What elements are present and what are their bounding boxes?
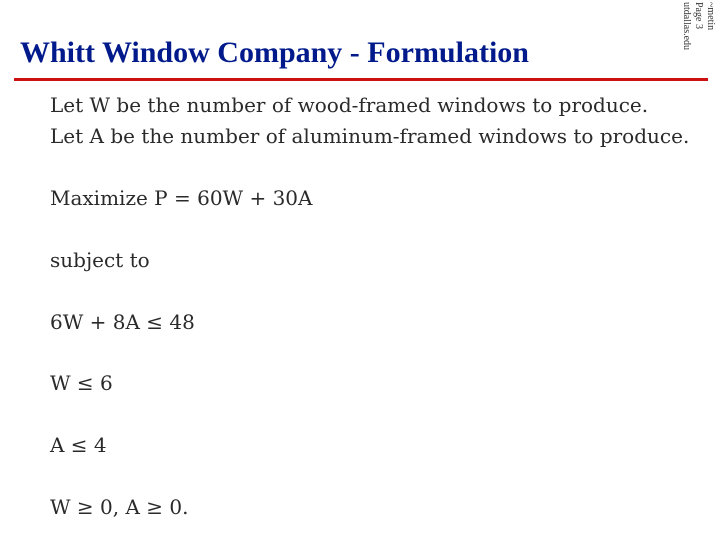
definition-a: Let A be the number of aluminum-framed windows to produce. <box>50 124 690 148</box>
constraint-a-max: A ≤ 4 <box>50 433 107 457</box>
constraint-resource: 6W + 8A ≤ 48 <box>50 310 195 334</box>
objective-function: Maximize P = 60W + 30A <box>50 186 313 210</box>
nonnegativity-constraint: W ≥ 0, A ≥ 0. <box>50 495 189 519</box>
definition-w: Let W be the number of wood-framed windows to produce. <box>50 93 649 117</box>
side-note-line-2: Page 3 <box>693 2 704 29</box>
constraint-w-max: W ≤ 6 <box>50 371 113 395</box>
side-note <box>676 2 716 62</box>
slide-title: Whitt Window Company - Formulation <box>20 36 529 69</box>
title-divider <box>14 78 708 81</box>
subject-to-label: subject to <box>50 248 150 272</box>
side-note-line-1: ~metin <box>705 2 716 31</box>
side-note-line-3: utdallas.edu <box>681 2 692 51</box>
